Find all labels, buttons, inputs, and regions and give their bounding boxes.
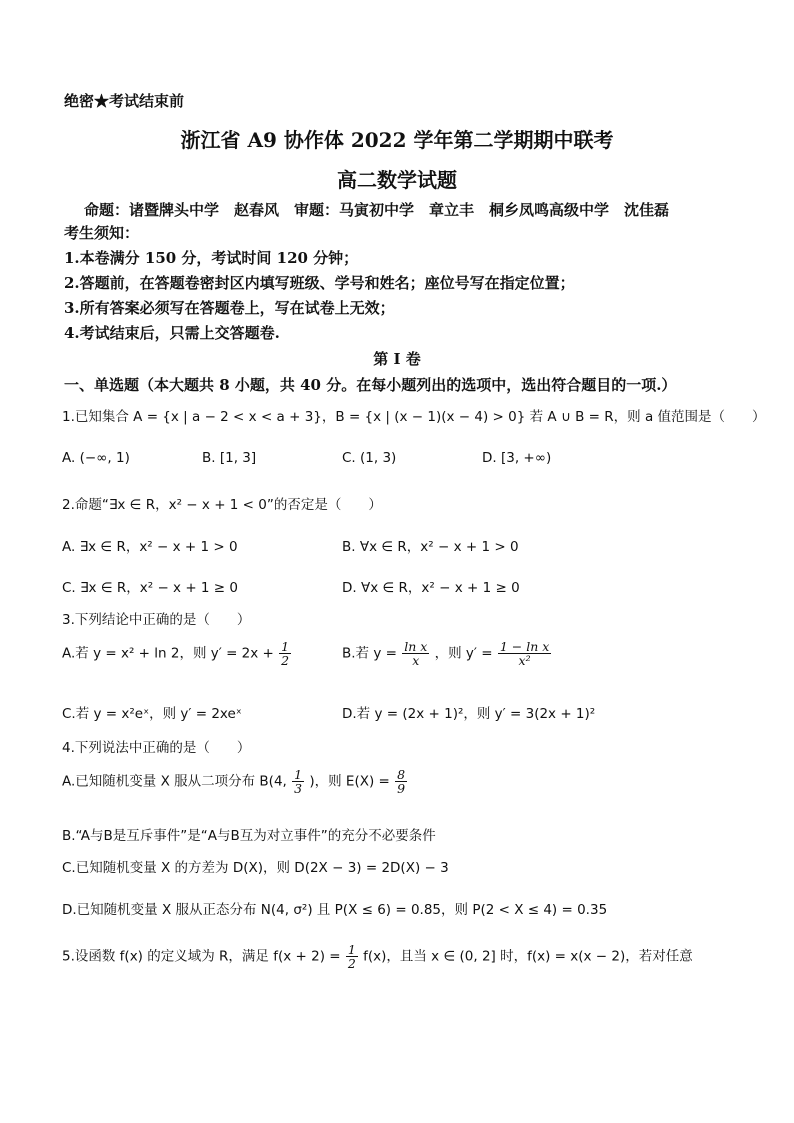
question-1-stem: 1.已知集合 A = {x | a − 2 < x < a + 3}，B = {x | (x − 1)(x − 4) > 0} 若 A ∪ B = R，则 a 值范围是（ ） — [62, 409, 766, 425]
fraction-denominator: 3 — [294, 781, 303, 797]
question-4-option-b: B.“A与B是互斥事件”是“A与B互为对立事件”的充分不必要条件 — [62, 828, 436, 844]
authors-line: 命题：诸暨牌头中学 赵春风 审题：马寅初中学 章立丰 桐乡凤鸣高级中学 沈佳磊 — [84, 201, 670, 219]
fraction-denominator: 2 — [347, 956, 356, 972]
question-5-text: f(x)，且当 x ∈ (0, 2] 时，f(x) = x(x − 2)，若对任意 — [363, 948, 693, 965]
fraction — [498, 640, 551, 667]
notice-item: 2.答题前，在答题卷密封区内填写班级、学号和姓名；座位号写在指定位置； — [64, 274, 575, 292]
section-heading: 一、单选题（本大题共 8 小题，共 40 分。在每小题列出的选项中，选出符合题目的一项.） — [64, 376, 677, 394]
question-1-option-d: D. [3, +∞) — [482, 450, 552, 466]
fraction-numerator: 1 — [281, 639, 290, 654]
notice-item: 4.考试结束后，只需上交答题卷. — [64, 324, 280, 342]
question-1-option-b: B. [1, 3] — [202, 450, 257, 466]
fraction — [395, 768, 407, 795]
fraction — [292, 768, 304, 795]
fraction-numerator: 1 — [347, 942, 356, 957]
question-2-stem: 2.命题“∃x ∈ R，x² − x + 1 < 0”的否定是（ ） — [62, 497, 382, 513]
fraction-denominator: 9 — [397, 781, 406, 797]
fraction-numerator: 1 − ln x — [499, 639, 550, 654]
notice-heading: 考生须知： — [64, 224, 140, 242]
question-4-option-d: D.已知随机变量 X 服从正态分布 N(4, σ²) 且 P(X ≤ 6) = 0.85，则 P(2 < X ≤ 4) = 0.35 — [62, 902, 608, 918]
fraction-numerator: 8 — [397, 767, 406, 782]
fraction-denominator: x² — [518, 653, 531, 669]
option-b-text: ，则 y′ = — [434, 645, 493, 662]
exam-title: 浙江省 A9 协作体 2022 学年第二学期期中联考 — [180, 128, 614, 152]
option-a-text: A.若 y = x² + ln 2，则 y′ = 2x + — [62, 645, 274, 662]
fraction-denominator: x — [412, 653, 420, 669]
question-2-option-a: A. ∃x ∈ R，x² − x + 1 > 0 — [62, 539, 238, 555]
question-1-option-a: A. (−∞, 1) — [62, 450, 130, 466]
question-4-option-c: C.已知随机变量 X 的方差为 D(X)，则 D(2X − 3) = 2D(X) − 3 — [62, 860, 449, 876]
fraction — [402, 640, 429, 667]
question-3-option-b — [342, 640, 552, 667]
fraction — [279, 640, 291, 667]
question-3-stem: 3.下列结论中正确的是（ ） — [62, 612, 251, 628]
confidential-label: 绝密★考试结束前 — [64, 92, 185, 110]
question-3-option-d: D.若 y = (2x + 1)²，则 y′ = 3(2x + 1)² — [342, 706, 596, 722]
notice-item: 3.所有答案必须写在答题卷上，写在试卷上无效； — [64, 299, 395, 317]
option-a-text: A.已知随机变量 X 服从二项分布 B(4, — [62, 773, 287, 790]
question-4-option-a — [62, 768, 408, 795]
notice-item: 1.本卷满分 150 分，考试时间 120 分钟； — [64, 249, 359, 267]
question-3-option-c: C.若 y = x²eˣ，则 y′ = 2xeˣ — [62, 706, 242, 722]
fraction-denominator: 2 — [281, 653, 290, 669]
question-2-option-d: D. ∀x ∈ R，x² − x + 1 ≥ 0 — [342, 580, 520, 596]
option-b-text: B.若 y = — [342, 645, 397, 662]
exam-subtitle: 高二数学试题 — [337, 168, 457, 192]
question-5-text: 5.设函数 f(x) 的定义域为 R，满足 f(x + 2) = — [62, 948, 341, 965]
option-a-text: )，则 E(X) = — [309, 773, 390, 790]
volume-label: 第 I 卷 — [373, 350, 421, 368]
fraction-numerator: ln x — [404, 639, 428, 654]
question-3-option-a — [62, 640, 292, 667]
fraction-numerator: 1 — [294, 767, 303, 782]
question-2-option-b: B. ∀x ∈ R，x² − x + 1 > 0 — [342, 539, 519, 555]
question-4-stem: 4.下列说法中正确的是（ ） — [62, 740, 251, 756]
fraction — [346, 943, 358, 970]
question-5-stem — [62, 943, 693, 970]
question-1-option-c: C. (1, 3) — [342, 450, 397, 466]
question-2-option-c: C. ∃x ∈ R，x² − x + 1 ≥ 0 — [62, 580, 239, 596]
